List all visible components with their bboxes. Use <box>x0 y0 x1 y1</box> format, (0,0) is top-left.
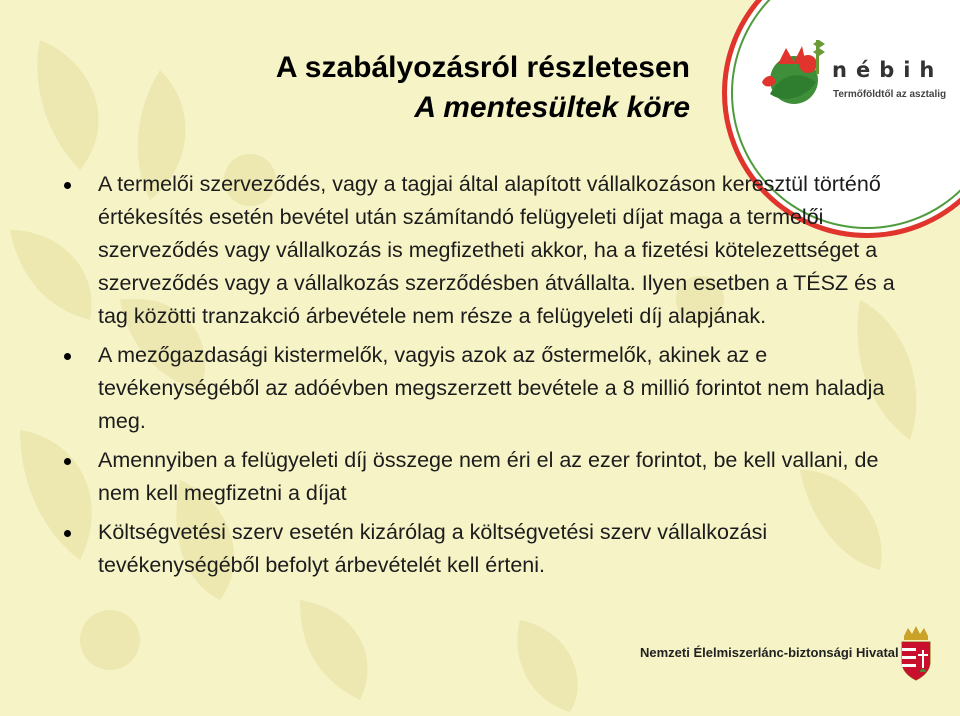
hungarian-coat-of-arms-icon <box>896 626 936 682</box>
bullet-icon <box>64 530 71 537</box>
logo-tagline: Termőföldtől az asztalig <box>833 89 947 100</box>
title-line-1: A szabályozásról részletesen <box>275 51 690 84</box>
bullet-icon <box>64 458 71 465</box>
nebih-logo-icon <box>750 34 832 114</box>
bullet-icon <box>64 182 71 189</box>
list-item <box>58 516 908 582</box>
list-item <box>58 444 908 510</box>
list-item-text: A mezőgazdasági kistermelők, vagyis azok az őstermelők, akinek az e tevékenységéből az adóévben megszerzett bevétele a 8 millió forintot nem haladja meg. <box>98 343 885 433</box>
title-line-2: A mentesültek köre <box>414 91 690 124</box>
page-title <box>230 48 690 128</box>
logo-name: nébih <box>832 58 944 82</box>
footer-org-name: Nemzeti Élelmiszerlánc-biztonsági Hivatal <box>640 645 899 660</box>
bullet-list <box>58 168 908 588</box>
bullet-icon <box>64 353 71 360</box>
list-item <box>58 168 908 333</box>
list-item-text: Amennyiben a felügyeleti díj összege nem éri el az ezer forintot, be kell vallani, de nem kell megfizetni a díjat <box>98 448 879 505</box>
list-item-text: A termelői szerveződés, vagy a tagjai által alapított vállalkozáson keresztül történő értékesítés esetén bevétel után számítandó felügyeleti díjat maga a termelői szerveződés vagy vállalkozás is megfizetheti akkor, ha a fizetési kötelezettséget a szerveződés vagy a vállalkozás szerződésben átvállalta. Ilyen esetben a TÉSZ és a tag közötti tranzakció árbevétele nem része a felügyeleti díj alapjának. <box>98 172 895 328</box>
list-item-text: Költségvetési szerv esetén kizárólag a költségvetési szerv vállalkozási tevékenységéből befolyt árbevételét kell érteni. <box>98 520 768 577</box>
list-item <box>58 339 908 438</box>
